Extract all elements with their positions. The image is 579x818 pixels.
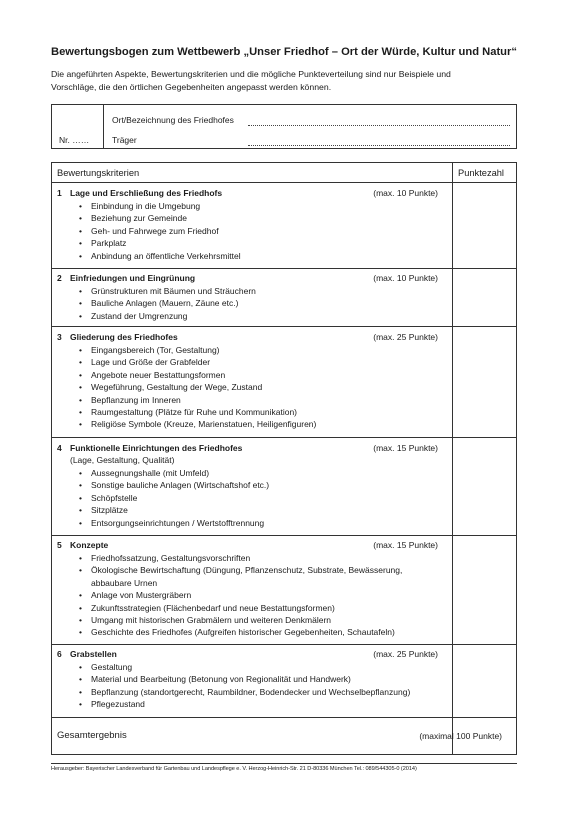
section-rule (52, 326, 516, 327)
list-item: • Beziehung zur Gemeinde (79, 213, 187, 224)
section-subtitle: (Lage, Gestaltung, Qualität) (70, 455, 175, 465)
list-item: • Bepflanzung (standortgerecht, Raumbildner, Bodendecker und Wechselbepflanzung) (79, 686, 411, 697)
points-header: Punktezahl (458, 168, 504, 178)
list-item: • Ökologische Bewirtschaftung (Düngung, Pflanzenschutz, Substrate, Bewässerung, abbaubare Urnen (79, 565, 403, 588)
list-item: • Bauliche Anlagen (Mauern, Zäune etc.) (79, 298, 239, 309)
header-box (51, 104, 517, 149)
list-item: • Religiöse Symbole (Kreuze, Marienstatuen, Heiligenfiguren) (79, 419, 317, 430)
list-item: • Gestaltung (79, 662, 133, 672)
list-item: • Sonstige bauliche Anlagen (Wirtschaftshof etc.) (79, 480, 270, 491)
section-rule (52, 268, 516, 269)
list-item: • Angebote neuer Bestattungsformen (79, 369, 226, 380)
section-title: 5 Konzepte (57, 540, 109, 550)
intro-line: Vorschläge, die den örtlichen Gegebenheiten angepasst werden können. (51, 81, 332, 92)
list-item: • Zustand der Umgrenzung (79, 310, 188, 321)
section-rule (52, 535, 516, 536)
section-max-points: (max. 25 Punkte) (373, 332, 438, 342)
traeger-label: Träger (112, 135, 137, 145)
list-item: • Pflegezustand (79, 699, 145, 710)
list-item: • Bepflanzung im Inneren (79, 394, 181, 405)
section-max-points: (max. 15 Punkte) (373, 540, 438, 550)
list-item: • Zukunftsstrategien (Flächenbedarf und neue Bestattungsformen) (79, 602, 335, 613)
section-title: 2 Einfriedungen und Eingrünung (57, 273, 196, 283)
criteria-header: Bewertungskriterien (57, 168, 140, 178)
header-divider (103, 105, 104, 148)
list-item: • Schöpfstelle (79, 492, 138, 503)
page-title: Bewertungsbogen zum Wettbewerb „Unser Friedhof – Ort der Würde, Kultur und Natur“ (51, 46, 517, 58)
section-max-points: (max. 10 Punkte) (373, 273, 438, 283)
total-label: Gesamtergebnis (57, 730, 127, 741)
traeger-field[interactable] (248, 145, 510, 146)
section-title: 4 Funktionelle Einrichtungen des Friedhofes (57, 443, 243, 453)
section-max-points: (max. 10 Punkte) (373, 188, 438, 198)
list-item: • Entsorgungseinrichtungen / Wertstofftrennung (79, 517, 265, 528)
column-divider (452, 163, 453, 754)
section-rule (52, 437, 516, 438)
ort-label: Ort/Bezeichnung des Friedhofes (112, 115, 234, 125)
list-item: • Parkplatz (79, 238, 127, 249)
list-item: • Friedhofssatzung, Gestaltungsvorschriften (79, 553, 251, 563)
ort-field[interactable] (248, 125, 510, 126)
list-item: • Eingangsbereich (Tor, Gestaltung) (79, 345, 220, 355)
section-title: 3 Gliederung des Friedhofes (57, 332, 178, 342)
list-item: • Grünstrukturen mit Bäumen und Sträuchern (79, 286, 256, 296)
total-max-points: (maximal 100 Punkte) (419, 731, 502, 741)
criteria-table (51, 162, 517, 755)
section-max-points: (max. 15 Punkte) (373, 443, 438, 453)
list-item: • Sitzplätze (79, 505, 128, 516)
list-item: • Raumgestaltung (Plätze für Ruhe und Kommunikation) (79, 407, 297, 418)
footer-publisher: Herausgeber: Bayerischer Landesverband für Gartenbau und Landespflege e. V. Herzog-Heinrich-Str. 21 D-80336 München Tel.: 089/544305-0 (2014) (51, 766, 417, 772)
section-max-points: (max. 25 Punkte) (373, 649, 438, 659)
section-title: 1 Lage und Erschließung des Friedhofs (57, 188, 223, 198)
intro-text (51, 68, 551, 93)
footer-rule (51, 763, 517, 764)
nr-label: Nr. …… (59, 135, 90, 145)
section-rule (52, 644, 516, 645)
list-item: • Geh- und Fahrwege zum Friedhof (79, 225, 219, 236)
list-item: • Einbindung in die Umgebung (79, 201, 201, 211)
header-rule (52, 182, 516, 183)
list-item: • Lage und Größe der Grabfelder (79, 357, 211, 368)
list-item: • Umgang mit historischen Grabmälern und weiteren Denkmälern (79, 615, 331, 626)
section-rule (52, 717, 516, 718)
list-item: • Geschichte des Friedhofes (Aufgreifen historischer Gegebenheiten, Schautafeln) (79, 627, 395, 638)
section-title: 6 Grabstellen (57, 649, 117, 659)
list-item: • Aussegnungshalle (mit Umfeld) (79, 468, 210, 478)
list-item: • Wegeführung, Gestaltung der Wege, Zustand (79, 382, 263, 393)
list-item-continuation: abbaubare Urnen (91, 577, 158, 588)
list-item: • Material und Bearbeitung (Betonung von Regionalität und Handwerk) (79, 674, 351, 685)
list-item: • Anlage von Mustergräbern (79, 590, 192, 601)
intro-line: Die angeführten Aspekte, Bewertungskriterien und die mögliche Punkteverteilung sind nur Beispiele und (51, 69, 451, 79)
list-item: • Anbindung an öffentliche Verkehrsmittel (79, 250, 241, 261)
